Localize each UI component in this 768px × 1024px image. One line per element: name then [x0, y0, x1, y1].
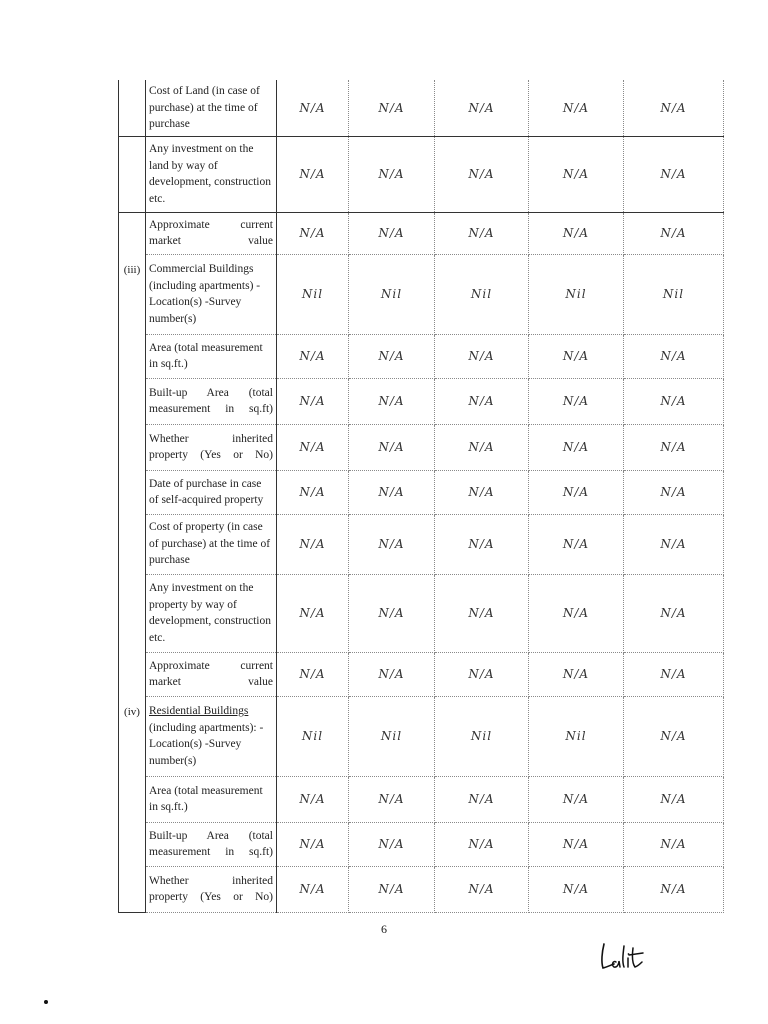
row-label: Cost of Land (in case of purchase) at the time of purchase — [146, 80, 277, 136]
value-cell: N/A — [624, 470, 724, 514]
value-cell: N/A — [277, 212, 349, 254]
value-cell: N/A — [529, 514, 624, 574]
value-cell: N/A — [349, 470, 435, 514]
row-label: Commercial Buildings (including apartments) -Location(s) -Survey number(s) — [146, 254, 277, 334]
table-row — [119, 574, 724, 652]
row-label: Any investment on the land by way of development, construction etc. — [146, 136, 277, 212]
serial-cell — [119, 80, 146, 136]
value-cell: Nil — [349, 254, 435, 334]
row-label: Date of purchase in case of self-acquired property — [146, 470, 277, 514]
value-cell: N/A — [349, 212, 435, 254]
value-cell: N/A — [624, 334, 724, 378]
value-cell: N/A — [624, 424, 724, 470]
value-cell: N/A — [435, 378, 529, 424]
value-cell: N/A — [277, 652, 349, 696]
value-cell: N/A — [624, 866, 724, 912]
value-cell: N/A — [624, 212, 724, 254]
value-cell: N/A — [529, 424, 624, 470]
value-cell: N/A — [624, 696, 724, 776]
value-cell: N/A — [435, 334, 529, 378]
value-cell: N/A — [624, 574, 724, 652]
value-cell: Nil — [277, 254, 349, 334]
table-row — [119, 696, 724, 776]
value-cell: N/A — [529, 866, 624, 912]
row-label — [146, 696, 277, 776]
serial-cell — [119, 822, 146, 866]
value-cell: N/A — [349, 776, 435, 822]
table-row — [119, 212, 724, 254]
row-label: Cost of property (in case of purchase) at the time of purchase — [146, 514, 277, 574]
value-cell: N/A — [277, 574, 349, 652]
value-cell: N/A — [435, 776, 529, 822]
row-label: Whether inherited property (Yes or No) — [146, 424, 277, 470]
value-cell: N/A — [277, 424, 349, 470]
value-cell: N/A — [277, 776, 349, 822]
row-label: Area (total measurement in sq.ft.) — [146, 776, 277, 822]
value-cell: N/A — [277, 514, 349, 574]
value-cell: N/A — [529, 574, 624, 652]
serial-cell — [119, 652, 146, 696]
value-cell: N/A — [349, 136, 435, 212]
table-row — [119, 652, 724, 696]
row-label: Approximate current market value — [146, 212, 277, 254]
serial-cell: (iv) — [119, 696, 146, 776]
value-cell: Nil — [529, 696, 624, 776]
handwritten-signature — [598, 940, 648, 974]
value-cell: N/A — [349, 652, 435, 696]
value-cell: N/A — [435, 822, 529, 866]
value-cell: N/A — [529, 334, 624, 378]
table-row — [119, 776, 724, 822]
value-cell: N/A — [349, 80, 435, 136]
value-cell: N/A — [435, 574, 529, 652]
serial-cell — [119, 776, 146, 822]
value-cell: N/A — [529, 378, 624, 424]
value-cell: N/A — [624, 80, 724, 136]
serial-cell — [119, 136, 146, 212]
value-cell: N/A — [277, 334, 349, 378]
serial-cell — [119, 514, 146, 574]
value-cell: N/A — [435, 652, 529, 696]
row-label: Built-up Area (total measurement in sq.ft) — [146, 378, 277, 424]
value-cell: N/A — [349, 514, 435, 574]
value-cell: N/A — [529, 652, 624, 696]
value-cell: N/A — [624, 378, 724, 424]
value-cell: N/A — [529, 470, 624, 514]
table-row — [119, 424, 724, 470]
value-cell: N/A — [435, 212, 529, 254]
value-cell: Nil — [435, 254, 529, 334]
table-row — [119, 254, 724, 334]
serial-cell — [119, 212, 146, 254]
value-cell: N/A — [435, 136, 529, 212]
serial-cell — [119, 470, 146, 514]
serial-cell — [119, 424, 146, 470]
value-cell: N/A — [529, 136, 624, 212]
table-row — [119, 80, 724, 136]
value-cell: N/A — [435, 866, 529, 912]
row-label: Area (total measurement in sq.ft.) — [146, 334, 277, 378]
table-row — [119, 334, 724, 378]
serial-cell — [119, 378, 146, 424]
value-cell: N/A — [435, 470, 529, 514]
value-cell: N/A — [435, 80, 529, 136]
value-cell: N/A — [277, 822, 349, 866]
value-cell: N/A — [277, 136, 349, 212]
value-cell: N/A — [435, 514, 529, 574]
serial-cell — [119, 574, 146, 652]
value-cell: Nil — [435, 696, 529, 776]
value-cell: N/A — [624, 822, 724, 866]
scan-dot — [44, 1000, 48, 1004]
row-label: Approximate current market value — [146, 652, 277, 696]
value-cell: N/A — [624, 652, 724, 696]
value-cell: N/A — [349, 822, 435, 866]
value-cell: N/A — [349, 334, 435, 378]
value-cell: N/A — [624, 136, 724, 212]
serial-cell: (iii) — [119, 254, 146, 334]
value-cell: N/A — [277, 80, 349, 136]
table-row — [119, 136, 724, 212]
value-cell: N/A — [529, 776, 624, 822]
table-row — [119, 378, 724, 424]
value-cell: N/A — [529, 80, 624, 136]
table-row — [119, 470, 724, 514]
row-label: Built-up Area (total measurement in sq.ft) — [146, 822, 277, 866]
value-cell: N/A — [624, 514, 724, 574]
row-label: Any investment on the property by way of development, construction etc. — [146, 574, 277, 652]
row-label: Whether inherited property (Yes or No) — [146, 866, 277, 912]
row-label-text: (including apartments): -Location(s) -Survey number(s) — [149, 721, 264, 767]
value-cell: Nil — [277, 696, 349, 776]
section-heading: Residential Buildings — [149, 705, 249, 717]
assets-declaration-table — [118, 80, 724, 913]
value-cell: Nil — [349, 696, 435, 776]
value-cell: N/A — [277, 378, 349, 424]
page-number: 6 — [381, 922, 387, 936]
value-cell: N/A — [435, 424, 529, 470]
value-cell: N/A — [349, 866, 435, 912]
value-cell: N/A — [624, 776, 724, 822]
table-row — [119, 866, 724, 912]
value-cell: N/A — [349, 424, 435, 470]
value-cell: N/A — [349, 574, 435, 652]
table-row — [119, 822, 724, 866]
value-cell: N/A — [349, 378, 435, 424]
value-cell: N/A — [277, 866, 349, 912]
value-cell: N/A — [529, 822, 624, 866]
table-row — [119, 514, 724, 574]
serial-cell — [119, 866, 146, 912]
serial-cell — [119, 334, 146, 378]
value-cell: N/A — [277, 470, 349, 514]
value-cell: Nil — [529, 254, 624, 334]
value-cell: N/A — [529, 212, 624, 254]
value-cell: Nil — [624, 254, 724, 334]
